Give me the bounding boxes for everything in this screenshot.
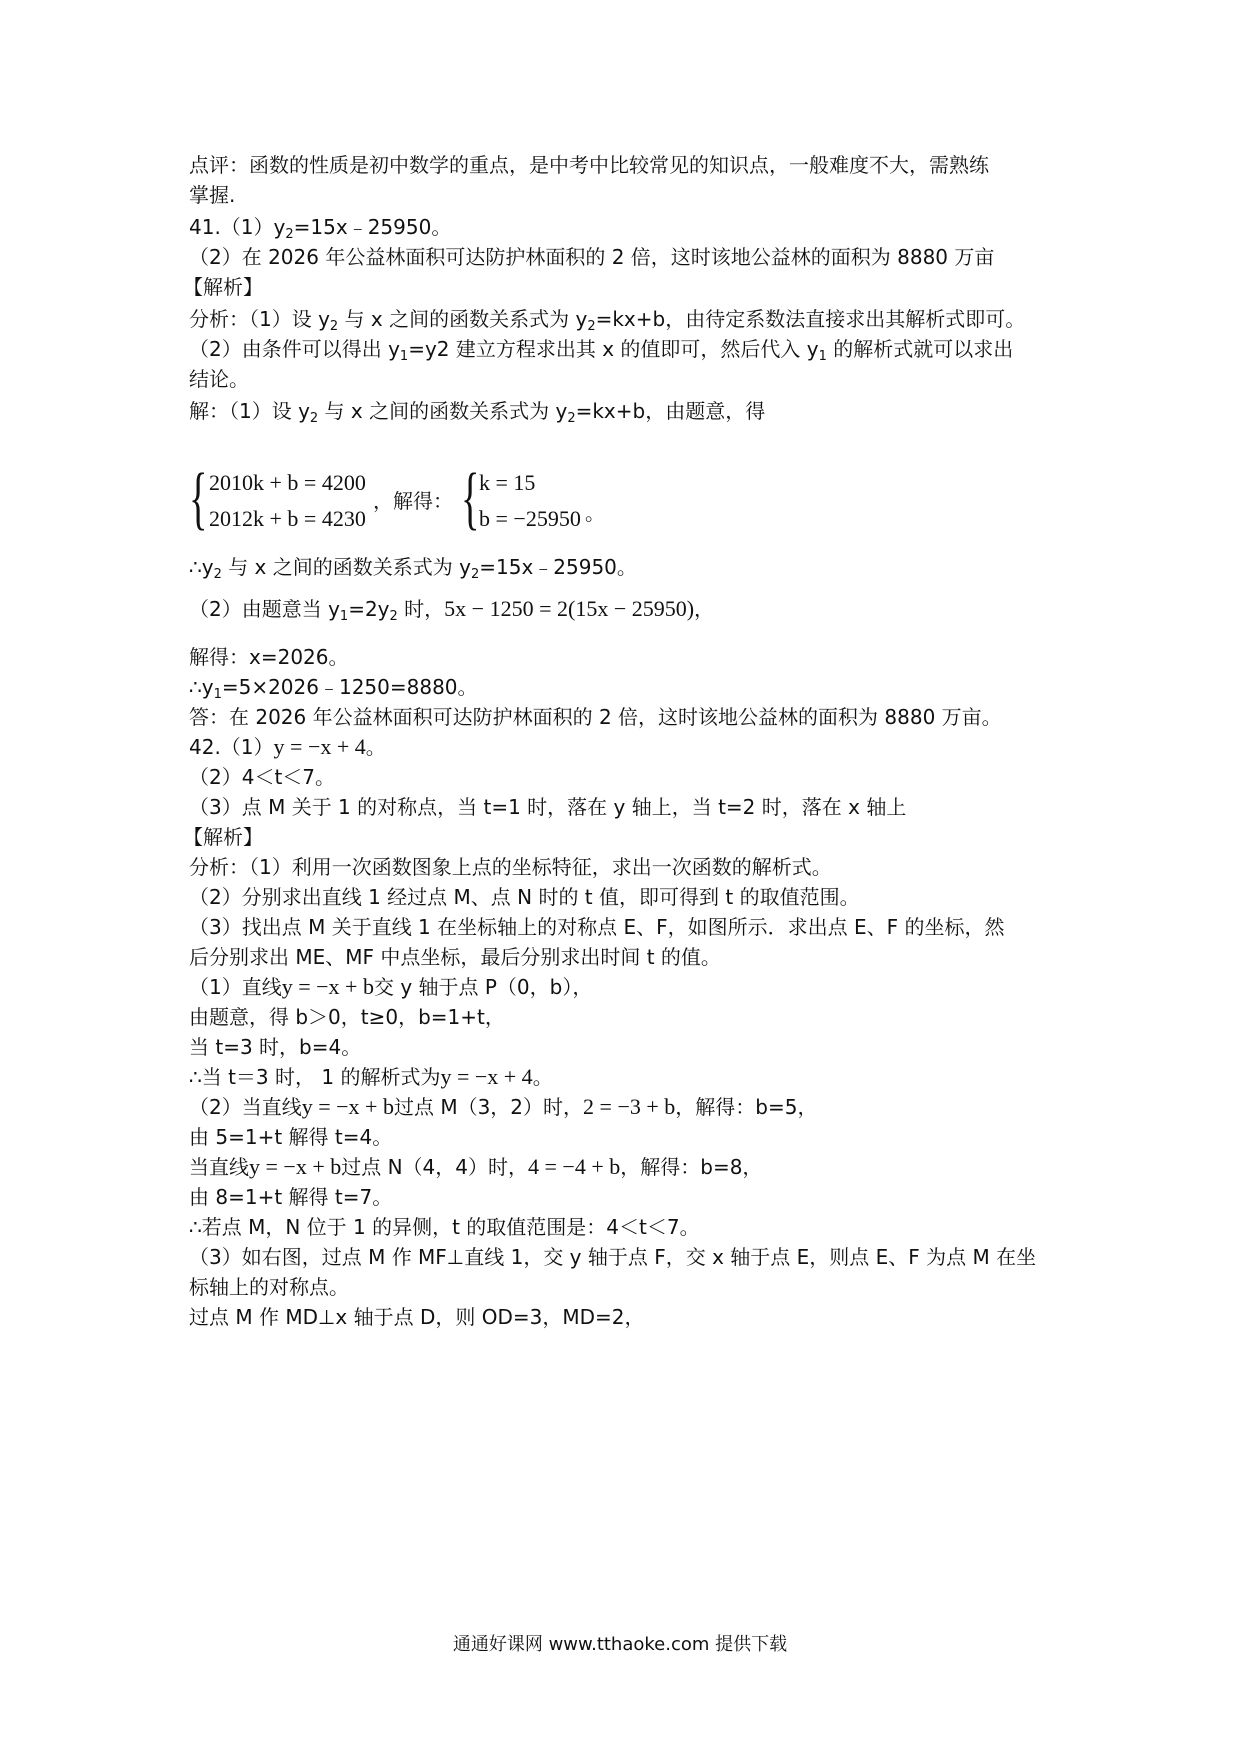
equation: k = 15 [479,470,536,495]
solution-line-5: $\therefore y_1=5\times 2026﹣1250=8880$。 [189,675,478,702]
q42-answer-1: 42.（1）y = −x + 4。 [189,734,386,759]
analysis-line: （2）分别求出直线 1 经过点 M、点 N 时的 t 值，即可得到 t 的取值范围。 [189,885,860,909]
comment-line: 点评：函数的性质是初中数学的重点，是中考中比较常见的知识点，一般难度不大，需熟练 [189,153,989,177]
analysis-line: 分析：（1）利用一次函数图象上点的坐标特征，求出一次函数的解析式。 [189,855,832,879]
analysis-line: 后分别求出 ME、MF 中点坐标，最后分别求出时间 t 的值。 [189,945,721,969]
equation: y = −x + 4 [440,1064,533,1089]
equation: 2010k + b = 4200 [209,470,366,495]
solution-line-4: 解得：x=2026。 [189,645,349,669]
period: 。 [585,501,605,525]
equation: y = −x + 4 [273,734,366,759]
solution-line: 过点 M 作 MD⊥x 轴于点 D，则 OD=3，MD=2， [189,1305,645,1329]
solution-line: ∴当 t＝3 时， 1 的解析式为y = −x + 4。 [189,1064,553,1089]
analysis-line-1: 分析：（1）设 $y_2$ 与 x 之间的函数关系式为 $y_2=kx+b$，由待定系数法直接求出其解析式即可。 [189,307,1026,334]
answer-line: 答：在 2026 年公益林面积可达防护林面积的 2 倍，这时该地公益林的面积为 8880 万亩。 [189,705,1002,729]
q41-answer-2: （2）在 2026 年公益林面积可达防护林面积的 2 倍，这时该地公益林的面积为 8880 万亩 [189,245,995,269]
solution-line-1: 解：（1）设 $y_2$ 与 x 之间的函数关系式为 $y_2=kx+b$，由题意，得 [189,399,766,426]
solution-line: （2）当直线y = −x + b过点 M（3，2）时，2 = −3 + b，解得：b=5， [189,1094,818,1119]
equation: y = −x + b [249,1154,342,1179]
solution-line-2: $\therefore y_2$ 与 x 之间的函数关系式为 $y_2=15x﹣25950$。 [189,555,637,582]
solution-line: 当直线y = −x + b过点 N（4，4）时，4 = −4 + b，解得：b=8， [189,1154,763,1179]
equation: y = −x + b [281,974,374,999]
brace-left: { [189,460,208,537]
solution-line: （1）直线y = −x + b交 y 轴于点 P（0，b）， [189,974,593,999]
solution-line-3: （2）由题意当 $y_1=2y_2$ 时，5x − 1250 = 2(15x − 25950)， [189,596,715,624]
equation: 2 = −3 + b [583,1094,676,1119]
analysis-line-3: 结论。 [189,367,249,391]
solution-line: （3）如右图，过点 M 作 MF⊥直线 1，交 y 轴于点 F，交 x 轴于点 E，则点 E、F 为点 M 在坐 [189,1245,1037,1269]
analysis-heading: 【解析】 [183,825,263,849]
comment-line-end: 掌握. [189,183,236,207]
solution-line: 由 8=1+t 解得 t=7。 [189,1185,393,1209]
solution-line: 标轴上的对称点。 [189,1275,349,1299]
solution-line: 当 t=3 时，b=4。 [189,1035,362,1059]
q42-answer-2: （2）4＜t＜7。 [189,765,336,789]
solve-label: ，解得： [373,489,453,513]
analysis-line: （3）找出点 M 关于直线 1 在坐标轴上的对称点 E、F，如图所示．求出点 E、F 的坐标，然 [189,915,1005,939]
q41-answer-1: $41.(1)y_2=15x﹣25950$。 [189,215,452,242]
equation: 2012k + b = 4230 [209,506,366,531]
equation: 5x − 1250 = 2(15x − 25950) [444,596,695,621]
solution-line: 由 5=1+t 解得 t=4。 [189,1125,393,1149]
q42-answer-3: （3）点 M 关于 1 的对称点，当 t=1 时，落在 y 轴上，当 t=2 时，落在 x 轴上 [189,795,907,819]
analysis-heading: 【解析】 [183,275,263,299]
solution-line: 由题意，得 b＞0，t≥0，b=1+t， [189,1005,505,1029]
equation: 4 = −4 + b [528,1154,621,1179]
analysis-line-2: （2）由条件可以得出 $y_1=y2$ 建立方程求出其 x 的值即可，然后代入 $y_1$ 的解析式就可以求出 [189,337,1014,364]
page-footer: 通通好课网 www.tthaoke.com 提供下载 [452,1634,788,1655]
solution-line: ∴若点 M，N 位于 1 的异侧，t 的取值范围是：4＜t＜7。 [189,1215,700,1239]
equation: y = −x + b [301,1094,394,1119]
equation: b = −25950 [479,506,581,531]
brace-right: { [461,460,480,537]
